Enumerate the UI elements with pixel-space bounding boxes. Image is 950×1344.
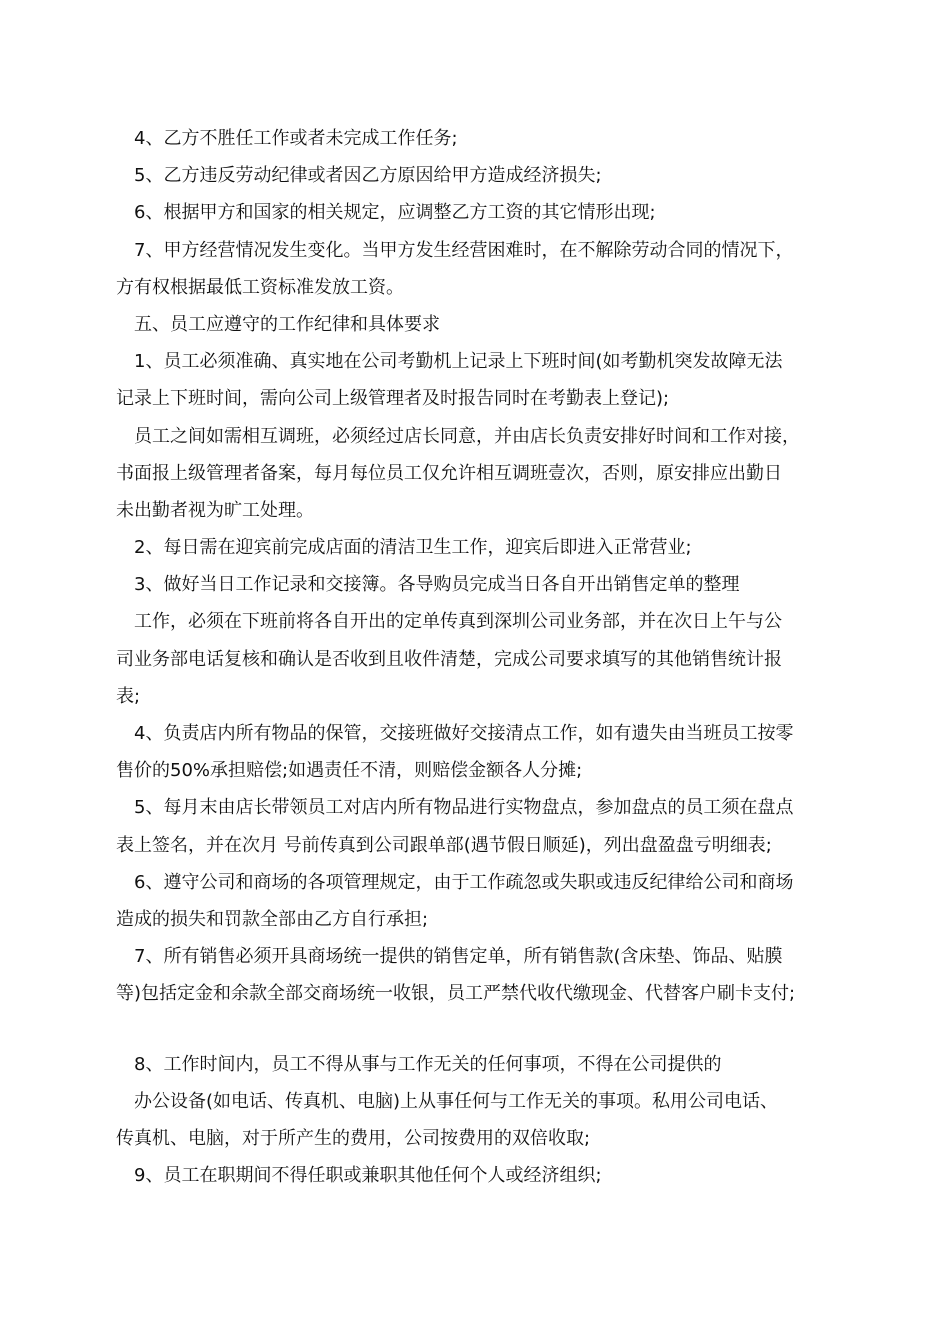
text-line: 员工之间如需相互调班，必须经过店长同意，并由店长负责安排好时间和工作对接， [134, 425, 800, 447]
text-line: 记录上下班时间，需向公司上级管理者及时报告同时在考勤表上登记); [116, 388, 670, 410]
text-line: 等)包括定金和余款全部交商场统一收银，员工严禁代收代缴现金、代替客户刷卡支付; [116, 983, 796, 1005]
text-line: 3、做好当日工作记录和交接簿。各导购员完成当日各自开出销售定单的整理 [134, 574, 740, 596]
text-line: 造成的损失和罚款全部由乙方自行承担; [116, 908, 429, 930]
text-line: 书面报上级管理者备案，每月每位员工仅允许相互调班壹次，否则，原安排应出勤日 [116, 462, 782, 484]
text-line: 1、员工必须准确、真实地在公司考勤机上记录上下班时间(如考勤机突发故障无法 [134, 351, 783, 373]
text-line: 4、乙方不胜任工作或者未完成工作任务; [134, 128, 458, 149]
text-line: 5、每月末由店长带领员工对店内所有物品进行实物盘点，参加盘点的员工须在盘点 [134, 797, 794, 819]
text-line: 5、乙方违反劳动纪律或者因乙方原因给甲方造成经济损失; [134, 165, 602, 187]
text-line: 2、每日需在迎宾前完成店面的清洁卫生工作，迎宾后即进入正常营业; [134, 537, 692, 559]
document-body [116, 120, 846, 1194]
text-line: 工作，必须在下班前将各自开出的定单传真到深圳公司业务部，并在次日上午与公 [134, 611, 782, 633]
section-heading: 五、员工应遵守的工作纪律和具体要求 [134, 313, 440, 335]
blank-line [116, 1013, 846, 1046]
text-line: 表; [116, 685, 141, 707]
text-line: 6、根据甲方和国家的相关规定，应调整乙方工资的其它情形出现; [134, 202, 656, 224]
text-line: 方有权根据最低工资标准发放工资。 [116, 276, 404, 298]
text-line: 7、所有销售必须开具商场统一提供的销售定单，所有销售款(含床垫、饰品、贴膜 [134, 946, 783, 968]
text-line: 4、负责店内所有物品的保管，交接班做好交接清点工作，如有遗失由当班员工按零 [134, 723, 794, 744]
text-line: 7、甲方经营情况发生变化。当甲方发生经营困难时，在不解除劳动合同的情况下， [134, 239, 794, 261]
text-line: 9、员工在职期间不得任职或兼职其他任何个人或经济组织; [134, 1165, 602, 1187]
text-line: 未出勤者视为旷工处理。 [116, 499, 314, 521]
text-line: 表上签名，并在次月 号前传真到公司跟单部(遇节假日顺延)，列出盘盈盘亏明细表; [116, 834, 772, 856]
text-line: 司业务部电话复核和确认是否收到且收件清楚，完成公司要求填写的其他销售统计报 [116, 648, 782, 670]
text-line: 6、遵守公司和商场的各项管理规定，由于工作疏忽或失职或违反纪律给公司和商场 [134, 871, 794, 893]
text-line: 售价的50%承担赔偿;如遇责任不清，则赔偿金额各人分摊; [116, 760, 583, 782]
text-line: 8、工作时间内，员工不得从事与工作无关的任何事项，不得在公司提供的 [134, 1053, 722, 1075]
text-line: 办公设备(如电话、传真机、电脑)上从事任何与工作无关的事项。私用公司电话、 [134, 1090, 779, 1112]
text-line: 传真机、电脑，对于所产生的费用，公司按费用的双倍收取; [116, 1127, 591, 1149]
